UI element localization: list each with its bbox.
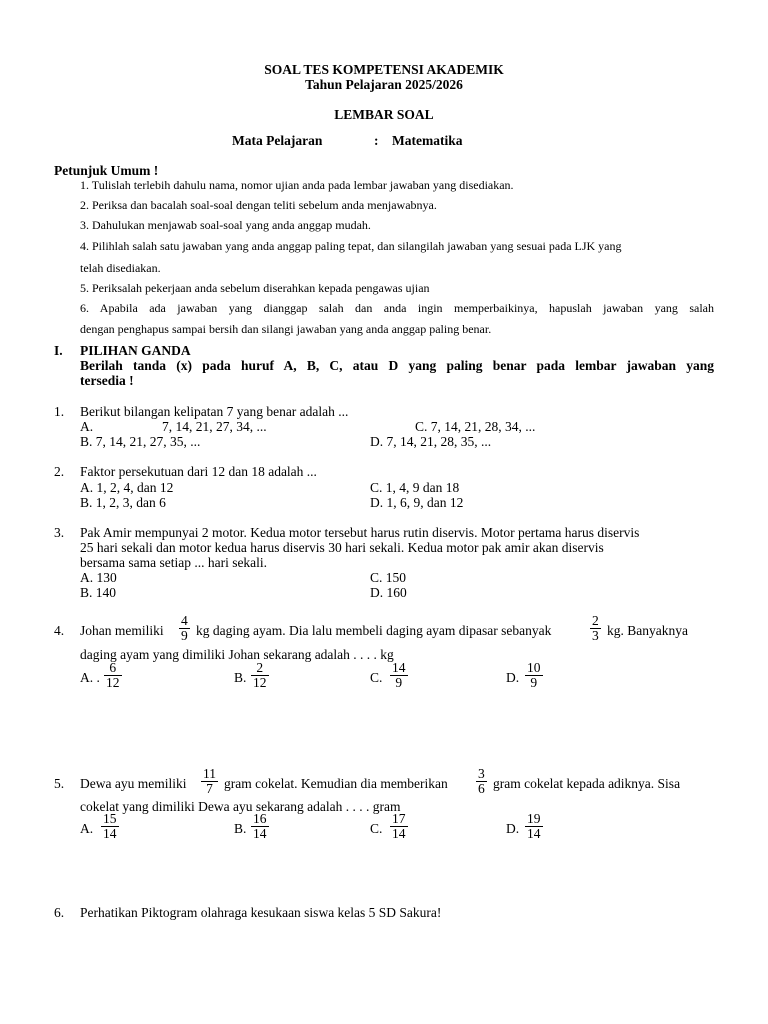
fraction-denominator: 9 (395, 675, 403, 690)
fraction-numerator: 11 (203, 766, 216, 781)
instruction-item: dengan penghapus sampai bersih dan silangi jawaban yang anda anggap paling benar. (80, 322, 492, 336)
instruction-item: 6. Apabila ada jawaban yang dianggap salah dan anda ingin memperbaikinya, hapuslah jawaban yang salah (80, 301, 714, 315)
option-d: D. 160 (370, 585, 407, 600)
subject-label: Mata Pelajaran (232, 133, 323, 148)
option-c: C. 1, 4, 9 dan 18 (370, 480, 460, 495)
fraction-numerator: 4 (181, 613, 188, 628)
fraction-denominator: 9 (530, 675, 538, 690)
instructions-heading: Petunjuk Umum ! (54, 163, 159, 178)
option-a: 7, 14, 21, 27, 34, ... (162, 419, 267, 434)
question-5-text: cokelat yang dimiliki Dewa ayu sekarang adalah . . . . gram (80, 799, 401, 814)
subject-value: Matematika (392, 133, 463, 148)
option-d-fraction (525, 812, 543, 841)
section-instruction: Berilah tanda (x) pada huruf A, B, C, atau D yang paling benar pada lembar jawaban yang (80, 358, 714, 373)
question-1-text: Berikut bilangan kelipatan 7 yang benar adalah ... (80, 404, 349, 419)
option-a-fraction (101, 812, 119, 841)
option-b: B. 140 (80, 585, 117, 600)
fraction-numerator: 16 (253, 811, 267, 826)
question-4-text: Johan memiliki (80, 623, 164, 638)
fraction (590, 614, 601, 643)
fraction-denominator: 9 (181, 628, 188, 643)
instruction-item: telah disediakan. (80, 261, 161, 275)
fraction (201, 767, 218, 796)
fraction-numerator: 10 (527, 660, 541, 675)
question-2-text: Faktor persekutuan dari 12 dan 18 adalah ... (80, 464, 317, 479)
option-a-fraction (104, 661, 122, 690)
question-4-text: daging ayam yang dimiliki Johan sekarang adalah . . . . kg (80, 647, 394, 662)
option-b: B. 7, 14, 21, 27, 35, ... (80, 434, 201, 449)
fraction-numerator: 19 (527, 811, 541, 826)
option-a: A. 1, 2, 4, dan 12 (80, 480, 174, 495)
question-4-text: kg. Banyaknya (607, 623, 688, 638)
option-d: D. 1, 6, 9, dan 12 (370, 495, 464, 510)
section-number: I. (54, 343, 63, 358)
question-5-text: gram cokelat kepada adiknya. Sisa (493, 776, 681, 791)
school-year: Tahun Pelajaran 2025/2026 (305, 77, 463, 92)
fraction-denominator: 14 (392, 826, 406, 841)
option-b-fraction (251, 661, 269, 690)
question-number: 5. (54, 776, 65, 791)
question-5-text: gram cokelat. Kemudian dia memberikan (224, 776, 448, 791)
option-c: C. 150 (370, 570, 407, 585)
option-b-label: B. (234, 670, 247, 685)
option-b-fraction (251, 812, 269, 841)
option-a-label: A. (80, 821, 94, 836)
fraction-numerator: 14 (392, 660, 406, 675)
question-number: 6. (54, 905, 65, 920)
question-3-text: Pak Amir mempunyai 2 motor. Kedua motor tersebut harus rutin diservis. Motor pertama harus diservis (80, 525, 640, 540)
option-d: D. 7, 14, 21, 28, 35, ... (370, 434, 492, 449)
instruction-item: 1. Tulislah terlebih dahulu nama, nomor ujian anda pada lembar jawaban yang disediakan. (80, 178, 514, 192)
fraction (476, 767, 487, 796)
question-3-text: bersama sama setiap ... hari sekali. (80, 555, 268, 570)
fraction-denominator: 12 (106, 675, 120, 690)
question-number: 4. (54, 623, 65, 638)
sheet-title: LEMBAR SOAL (334, 107, 434, 122)
option-c-label: C. (370, 821, 383, 836)
fraction-denominator: 6 (478, 781, 485, 796)
instruction-item: 3. Dahulukan menjawab soal-soal yang anda anggap mudah. (80, 218, 371, 232)
option-d-label: D. (506, 670, 520, 685)
option-a: A. 130 (80, 570, 117, 585)
option-c-fraction (390, 812, 408, 841)
exam-title: SOAL TES KOMPETENSI AKADEMIK (264, 62, 504, 77)
section-title: PILIHAN GANDA (80, 343, 191, 358)
fraction-denominator: 14 (253, 826, 267, 841)
option-c-label: C. (370, 670, 383, 685)
fraction-numerator: 2 (592, 613, 599, 628)
fraction-denominator: 7 (206, 781, 213, 796)
fraction-denominator: 3 (592, 628, 599, 643)
option-b-label: B. (234, 821, 247, 836)
option-d-label: D. (506, 821, 520, 836)
subject-colon: : (374, 133, 379, 148)
fraction-denominator: 14 (527, 826, 541, 841)
option-a-label: A. . (80, 670, 100, 685)
option-d-fraction (525, 661, 543, 690)
option-c-fraction (390, 661, 408, 690)
question-4-text: kg daging ayam. Dia lalu membeli daging ayam dipasar sebanyak (196, 623, 552, 638)
question-3-text: 25 hari sekali dan motor kedua harus diservis 30 hari sekali. Kedua motor pak amir akan diservis (80, 540, 604, 555)
fraction-denominator: 12 (253, 675, 267, 690)
fraction (179, 614, 190, 643)
option-c: C. 7, 14, 21, 28, 34, ... (415, 419, 536, 434)
instruction-item: 2. Periksa dan bacalah soal-soal dengan teliti sebelum anda menjawabnya. (80, 198, 437, 212)
fraction-numerator: 15 (103, 811, 117, 826)
section-instruction-cont: tersedia ! (80, 373, 134, 388)
instruction-item: 5. Periksalah pekerjaan anda sebelum diserahkan kepada pengawas ujian (80, 281, 430, 295)
fraction-numerator: 3 (478, 766, 485, 781)
instruction-item: 4. Pilihlah salah satu jawaban yang anda anggap paling tepat, dan silangilah jawaban yang sesuai pada LJK yang (80, 239, 622, 253)
fraction-numerator: 2 (256, 660, 264, 675)
fraction-numerator: 6 (109, 660, 117, 675)
question-5-text: Dewa ayu memiliki (80, 776, 187, 791)
fraction-denominator: 14 (103, 826, 117, 841)
question-number: 1. (54, 404, 65, 419)
question-number: 2. (54, 464, 65, 479)
option-a-label: A. (80, 419, 94, 434)
option-b: B. 1, 2, 3, dan 6 (80, 495, 166, 510)
fraction-numerator: 17 (392, 811, 406, 826)
question-number: 3. (54, 525, 65, 540)
question-6-text: Perhatikan Piktogram olahraga kesukaan siswa kelas 5 SD Sakura! (80, 905, 442, 920)
